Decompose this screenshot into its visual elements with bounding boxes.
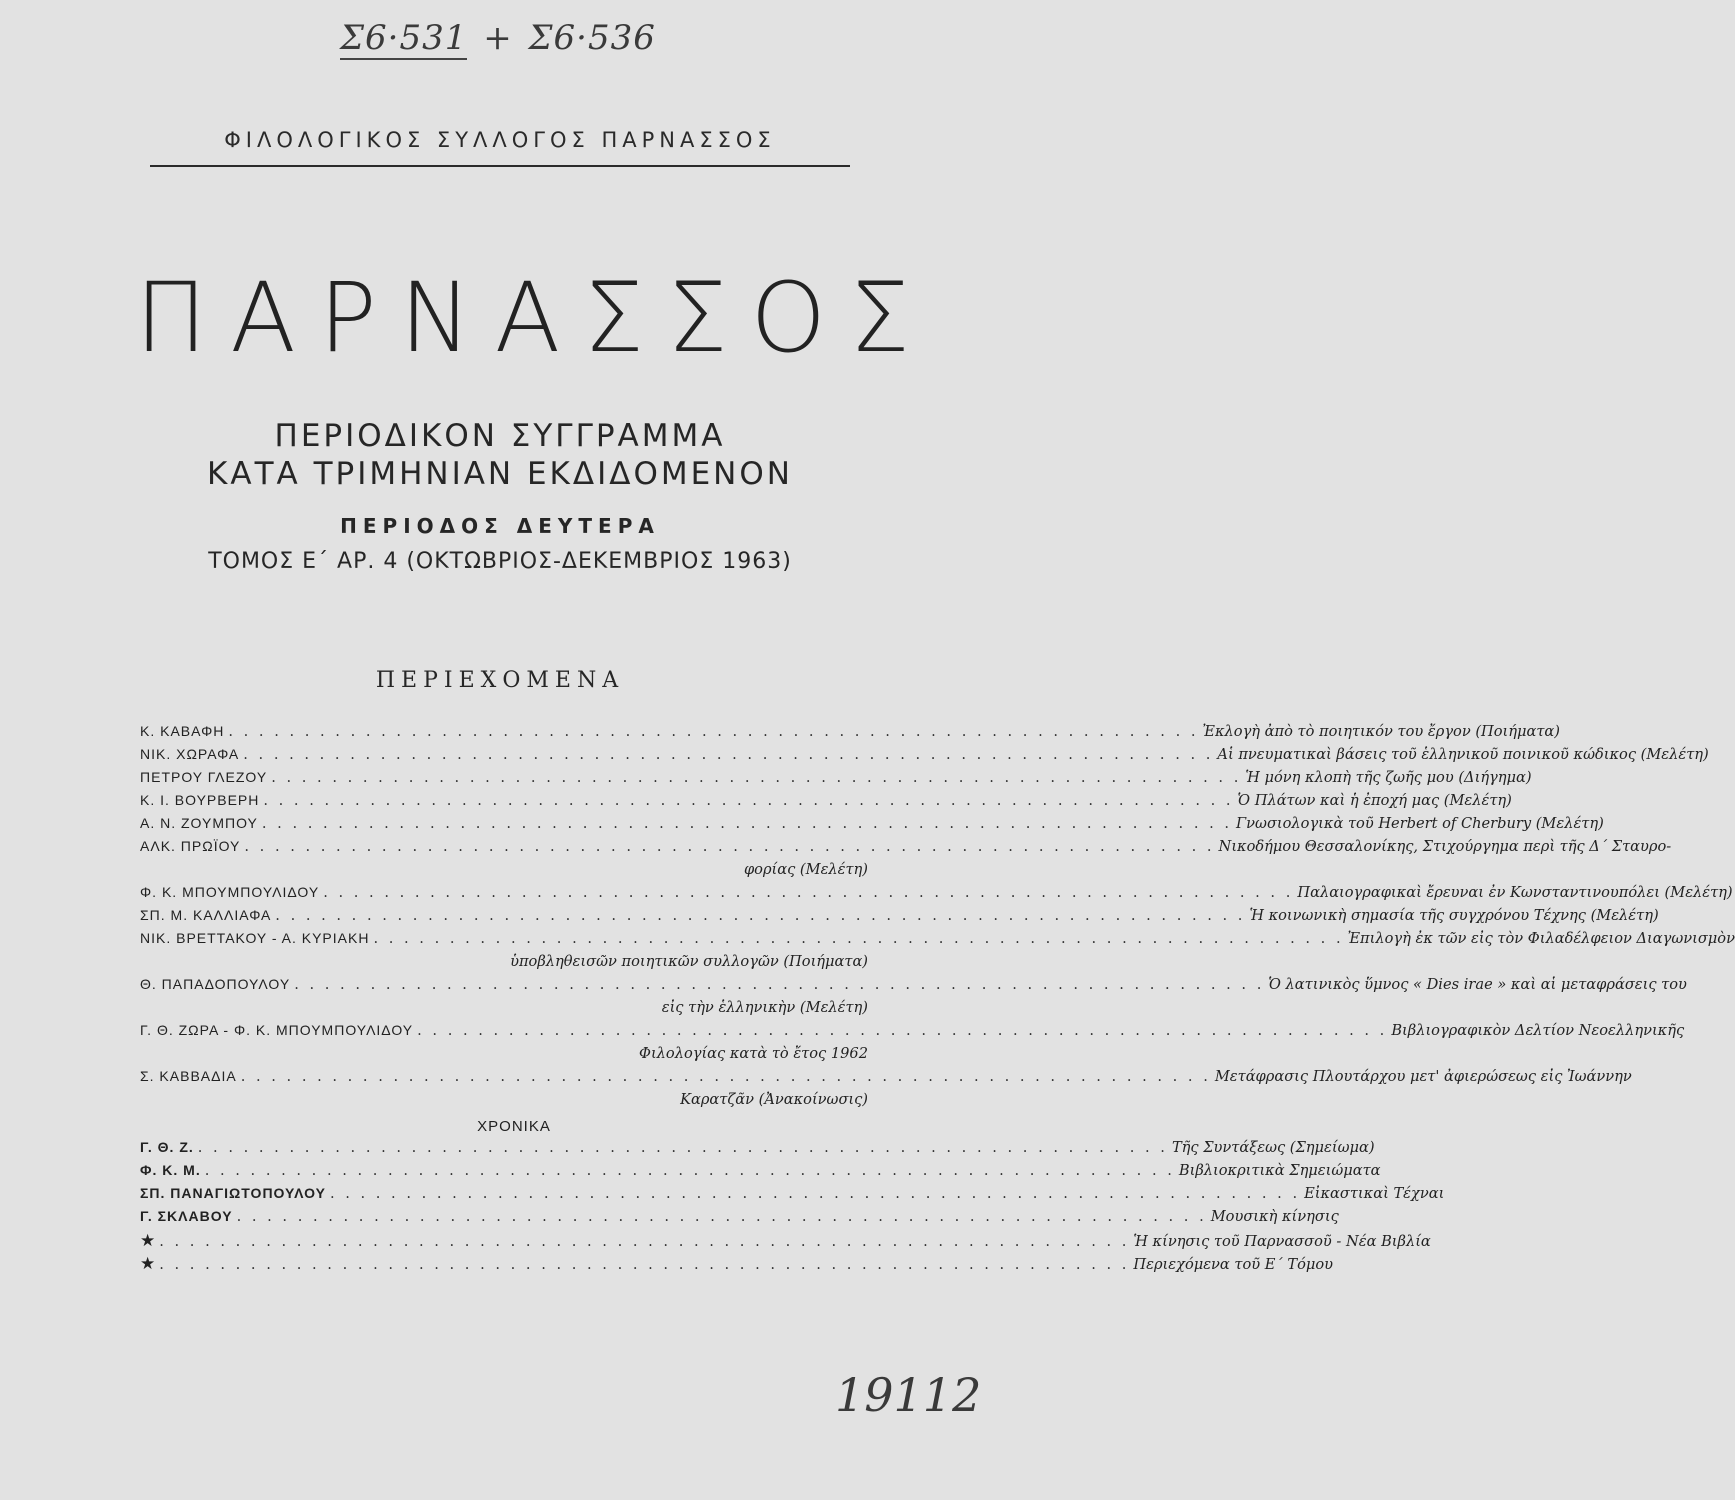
dot-leader: . . . . . . . . . . . . . . . . . . . . . . . . . . . . . . . . . . . . . . . . . . . . . . . . . . . . . . . . . . . . . . . . bbox=[159, 1256, 1130, 1273]
subtitle-line-2: ΚΑΤΑ ΤΡΙΜΗΝΙΑΝ ΕΚΔΙΔΟΜΕΝΟΝ bbox=[207, 456, 793, 492]
journal-title: ΠΑΡΝΑΣΣΟΣ bbox=[135, 262, 933, 374]
toc-title-continuation: Φιλολογίας κατὰ τὸ ἔτος 1962 bbox=[638, 1045, 868, 1062]
toc-title-continuation: φορίας (Μελέτη) bbox=[743, 861, 868, 878]
contents-heading: ΠΕΡΙΕΧΟΜΕΝΑ bbox=[375, 668, 625, 693]
toc-title: Αἱ πνευματικαὶ βάσεις τοῦ ἑλληνικοῦ ποινικοῦ κώδικος (Μελέτη) bbox=[1217, 746, 1709, 763]
toc-row bbox=[140, 1068, 1632, 1091]
handwritten-inventory-number: 19112 bbox=[835, 1368, 982, 1422]
star-icon: ★ bbox=[140, 1231, 156, 1251]
dot-leader: . . . . . . . . . . . . . . . . . . . . . . . . . . . . . . . . . . . . . . . . . . . . . . . . . . . . . . . . . . . . . . . . bbox=[373, 930, 1344, 947]
dot-leader: . . . . . . . . . . . . . . . . . . . . . . . . . . . . . . . . . . . . . . . . . . . . . . . . . . . . . . . . . . . . . . . . bbox=[263, 792, 1234, 809]
toc-title: Περιεχόμενα τοῦ Ε΄ Τόμου bbox=[1133, 1256, 1334, 1273]
handwritten-shelfmark bbox=[340, 18, 660, 58]
chronicles-entries bbox=[140, 1139, 1445, 1277]
toc-title: Ὁ Πλάτων καὶ ἡ ἐποχή μας (Μελέτη) bbox=[1237, 792, 1512, 809]
toc-author: Α. Ν. ΖΟΥΜΠΟΥ bbox=[140, 815, 258, 831]
toc-row bbox=[140, 1022, 1685, 1045]
chronicles-heading: ΧΡΟΝΙΚΑ bbox=[477, 1118, 551, 1135]
shelfmark-first: Σ6·531 bbox=[340, 18, 468, 58]
toc-title: Νικοδήμου Θεσσαλονίκης, Στιχούργημα περὶ τῆς Δ΄ Σταυρο- bbox=[1218, 838, 1672, 855]
toc-row bbox=[140, 815, 1604, 838]
toc-title-continuation: ὑποβληθεισῶν ποιητικῶν συλλογῶν (Ποιήματα) bbox=[510, 953, 868, 970]
dot-leader: . . . . . . . . . . . . . . . . . . . . . . . . . . . . . . . . . . . . . . . . . . . . . . . . . . . . . . . . . . . . . . . . bbox=[417, 1022, 1388, 1039]
toc-row bbox=[140, 1139, 1375, 1162]
toc-author: Φ. Κ. ΜΠΟΥΜΠΟΥΛΙΔΟΥ bbox=[140, 884, 320, 900]
toc-title: Εἰκαστικαὶ Τέχναι bbox=[1304, 1185, 1445, 1202]
toc-row bbox=[140, 1162, 1381, 1185]
dot-leader: . . . . . . . . . . . . . . . . . . . . . . . . . . . . . . . . . . . . . . . . . . . . . . . . . . . . . . . . . . . . . . . . bbox=[329, 1185, 1301, 1202]
toc-row bbox=[140, 1254, 1334, 1277]
volume-issue: ΤΟΜΟΣ Ε΄ ΑΡ. 4 (ΟΚΤΩΒΡΙΟΣ-ΔΕΚΕΜΒΡΙΟΣ 1963) bbox=[208, 549, 792, 574]
dot-leader: . . . . . . . . . . . . . . . . . . . . . . . . . . . . . . . . . . . . . . . . . . . . . . . . . . . . . . . . . . . . . . . . bbox=[275, 907, 1246, 924]
dot-leader: . . . . . . . . . . . . . . . . . . . . . . . . . . . . . . . . . . . . . . . . . . . . . . . . . . . . . . . . . . . . . . . . bbox=[294, 976, 1265, 993]
toc-row bbox=[140, 884, 1733, 907]
toc-author: Κ. Ι. ΒΟΥΡΒΕΡΗ bbox=[140, 792, 260, 808]
subtitle-line-1: ΠΕΡΙΟΔΙΚΟΝ ΣΥΓΓΡΑΜΜΑ bbox=[274, 418, 726, 454]
table-of-contents bbox=[140, 723, 1735, 1277]
toc-title: Ἡ κοινωνικὴ σημασία τῆς συγχρόνου Τέχνης (Μελέτη) bbox=[1249, 907, 1659, 924]
toc-author: ΑΛΚ. ΠΡΩΪΟΥ bbox=[140, 838, 241, 854]
contents-entries bbox=[140, 723, 1735, 1114]
toc-title: Βιβλιοκριτικὰ Σημειώματα bbox=[1178, 1162, 1381, 1179]
dot-leader: . . . . . . . . . . . . . . . . . . . . . . . . . . . . . . . . . . . . . . . . . . . . . . . . . . . . . . . . . . . . . . . . bbox=[236, 1208, 1207, 1225]
toc-author: Κ. ΚΑΒΑΦΗ bbox=[140, 723, 225, 739]
toc-author: Γ. ΣΚΛΑΒΟΥ bbox=[140, 1208, 233, 1224]
toc-row bbox=[140, 1208, 1339, 1231]
toc-row bbox=[140, 930, 1735, 953]
toc-title: Ἡ μόνη κλοπὴ τῆς ζωῆς μου (Διήγημα) bbox=[1245, 769, 1532, 786]
toc-title: Παλαιογραφικαὶ ἔρευναι ἐν Κωνσταντινουπόλει (Μελέτη) bbox=[1297, 884, 1733, 901]
toc-row bbox=[140, 723, 1560, 746]
dot-leader: . . . . . . . . . . . . . . . . . . . . . . . . . . . . . . . . . . . . . . . . . . . . . . . . . . . . . . . . . . . . . . . . bbox=[228, 723, 1199, 740]
society-name: ΦΙΛΟΛΟΓΙΚΟΣ ΣΥΛΛΟΓΟΣ ΠΑΡΝΑΣΣΟΣ bbox=[224, 128, 776, 152]
toc-author: Γ. Θ. Ζ. bbox=[140, 1139, 194, 1155]
dot-leader: . . . . . . . . . . . . . . . . . . . . . . . . . . . . . . . . . . . . . . . . . . . . . . . . . . . . . . . . . . . . . . . . bbox=[197, 1139, 1168, 1156]
dot-leader: . . . . . . . . . . . . . . . . . . . . . . . . . . . . . . . . . . . . . . . . . . . . . . . . . . . . . . . . . . . . . . . . bbox=[240, 1068, 1211, 1085]
toc-author: Γ. Θ. ΖΩΡΑ - Φ. Κ. ΜΠΟΥΜΠΟΥΛΙΔΟΥ bbox=[140, 1022, 414, 1038]
toc-row bbox=[140, 1231, 1431, 1254]
shelfmark-second: Σ6·536 bbox=[528, 18, 656, 58]
dot-leader: . . . . . . . . . . . . . . . . . . . . . . . . . . . . . . . . . . . . . . . . . . . . . . . . . . . . . . . . . . . . . . . . bbox=[271, 769, 1242, 786]
toc-author: ΣΠ. Μ. ΚΑΛΛΙΑΦΑ bbox=[140, 907, 272, 923]
toc-author: Θ. ΠΑΠΑΔΟΠΟΥΛΟΥ bbox=[140, 976, 291, 992]
toc-title: Γνωσιολογικὰ τοῦ Herbert of Cherbury (Μελέτη) bbox=[1236, 815, 1604, 832]
toc-title: Μετάφρασις Πλουτάρχου μετ' ἀφιερώσεως εἰς Ἰωάννην bbox=[1214, 1068, 1632, 1085]
toc-row bbox=[140, 769, 1532, 792]
toc-row bbox=[140, 746, 1709, 769]
header-rule bbox=[150, 165, 850, 167]
toc-title: Ἡ κίνησις τοῦ Παρνασσοῦ - Νέα Βιβλία bbox=[1133, 1233, 1431, 1250]
toc-title-continuation: Καρατζᾶν (Ἀνακοίνωσις) bbox=[680, 1091, 868, 1108]
toc-author: Σ. ΚΑΒΒΑΔΙΑ bbox=[140, 1068, 237, 1084]
toc-row bbox=[140, 1185, 1445, 1208]
toc-title: Μουσικὴ κίνησις bbox=[1210, 1208, 1339, 1225]
toc-title-continuation: εἰς τὴν ἑλληνικὴν (Μελέτη) bbox=[661, 999, 868, 1016]
toc-row bbox=[140, 907, 1659, 930]
dot-leader: . . . . . . . . . . . . . . . . . . . . . . . . . . . . . . . . . . . . . . . . . . . . . . . . . . . . . . . . . . . . . . . . bbox=[243, 746, 1214, 763]
toc-title: Ἐπιλογὴ ἐκ τῶν εἰς τὸν Φιλαδέλφειον Διαγωνισμὸν bbox=[1347, 930, 1735, 947]
dot-leader: . . . . . . . . . . . . . . . . . . . . . . . . . . . . . . . . . . . . . . . . . . . . . . . . . . . . . . . . . . . . . . . . bbox=[204, 1162, 1175, 1179]
toc-title: Ἐκλογὴ ἀπὸ τὸ ποιητικόν του ἔργον (Ποιήματα) bbox=[1202, 723, 1560, 740]
toc-row bbox=[140, 838, 1672, 861]
toc-author: ΣΠ. ΠΑΝΑΓΙΩΤΟΠΟΥΛΟΥ bbox=[140, 1185, 326, 1201]
shelfmark-plus: + bbox=[483, 18, 513, 58]
dot-leader: . . . . . . . . . . . . . . . . . . . . . . . . . . . . . . . . . . . . . . . . . . . . . . . . . . . . . . . . . . . . . . . . bbox=[159, 1233, 1130, 1250]
period-label: ΠΕΡΙΟΔΟΣ ΔΕΥΤΕΡΑ bbox=[340, 514, 660, 538]
toc-author: Φ. Κ. Μ. bbox=[140, 1162, 201, 1178]
toc-author: ΝΙΚ. ΧΩΡΑΦΑ bbox=[140, 746, 240, 762]
dot-leader: . . . . . . . . . . . . . . . . . . . . . . . . . . . . . . . . . . . . . . . . . . . . . . . . . . . . . . . . . . . . . . . . bbox=[323, 884, 1294, 901]
toc-title: Τῆς Συντάξεως (Σημείωμα) bbox=[1171, 1139, 1375, 1156]
toc-author: ΠΕΤΡΟΥ ΓΛΕΖΟΥ bbox=[140, 769, 268, 785]
star-icon: ★ bbox=[140, 1254, 156, 1274]
dot-leader: . . . . . . . . . . . . . . . . . . . . . . . . . . . . . . . . . . . . . . . . . . . . . . . . . . . . . . . . . . . . . . . . bbox=[261, 815, 1233, 832]
toc-title: Ὁ λατινικὸς ὕμνος « Dies irae » καὶ αἱ μεταφράσεις του bbox=[1268, 976, 1687, 993]
toc-title: Βιβλιογραφικὸν Δελτίον Νεοελληνικῆς bbox=[1391, 1022, 1685, 1039]
toc-row bbox=[140, 792, 1512, 815]
toc-author: ΝΙΚ. ΒΡΕΤΤΑΚΟΥ - Α. ΚΥΡΙΑΚΗ bbox=[140, 930, 370, 946]
toc-row bbox=[140, 976, 1687, 999]
dot-leader: . . . . . . . . . . . . . . . . . . . . . . . . . . . . . . . . . . . . . . . . . . . . . . . . . . . . . . . . . . . . . . . . bbox=[244, 838, 1215, 855]
